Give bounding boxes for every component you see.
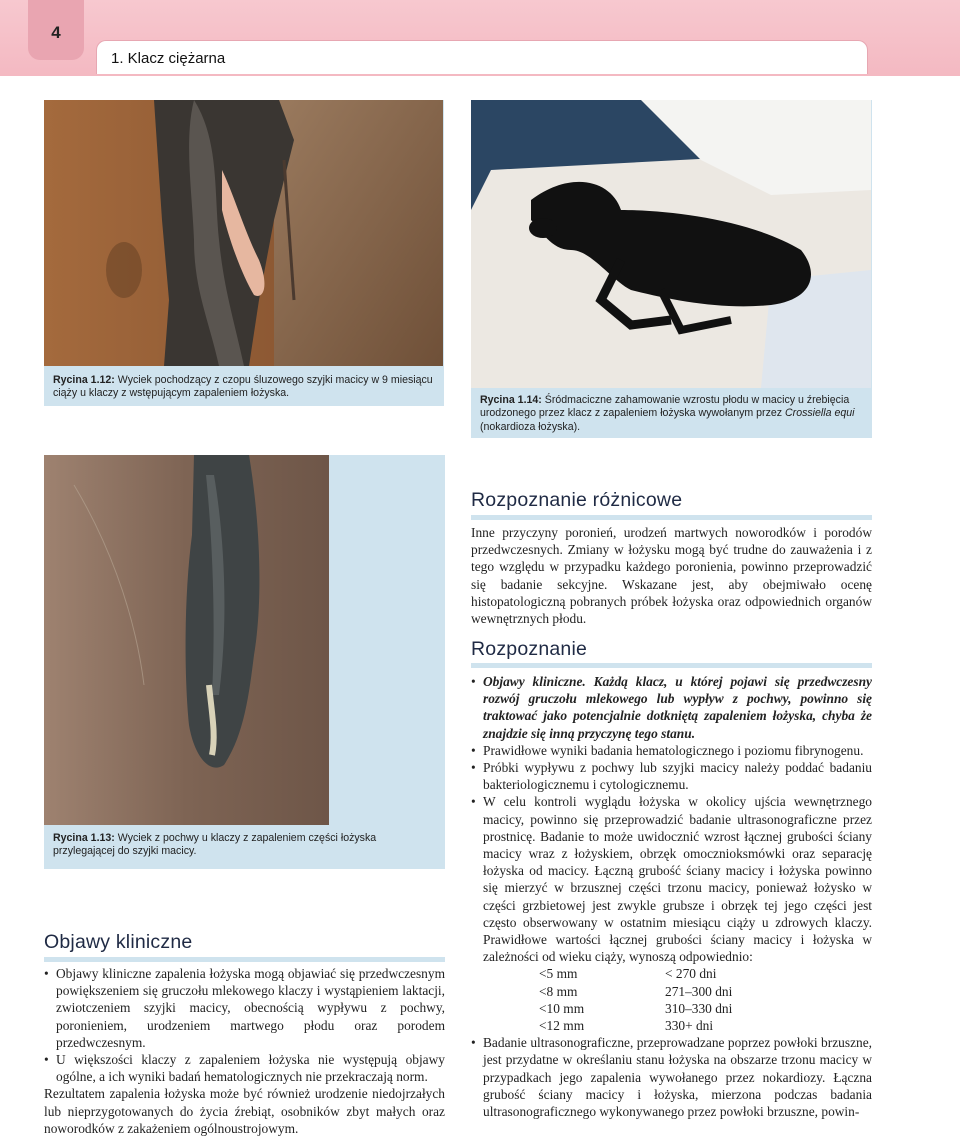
clinical-item-1: • Objawy kliniczne zapalenia łożyska mogą objawiać się przedwczesnym powiększeniem się gruczołu mlekowego klaczy i wystąpieniem laktacji, zwiotczeniem szyjki macicy, obecnością wypływu z pochwy, poronieniem, urodzeniem martwego płodu oraz porodem przedwczesnym. <box>44 965 445 1051</box>
table-cell-days: 330+ dni <box>665 1018 714 1034</box>
figure-14-label: Rycina 1.14: <box>480 394 542 406</box>
figure-13-caption <box>53 832 437 859</box>
differential-paragraph <box>471 524 872 627</box>
clinical-item-2: • U większości klaczy z zapaleniem łożyska nie występują objawy ogólne, a ich wyniki badań hematologicznych nie przekraczają norm. <box>44 1051 445 1085</box>
differential-text: Inne przyczyny poronień, urodzeń martwych noworodków i porodów przedwczesnych. Zmiany w łożysku mogą być trudne do zauważenia i z tego względu w przypadku każdego poronienia, powinno przeprowadzić się badanie sekcyjne. Wskazane jest, aby obejmiwało ocenę histopatologiczną pobranych próbek łożyska oraz odpowiednich organów wewnętrznych płodu. <box>471 525 872 627</box>
figure-13-photo <box>44 455 329 825</box>
diagnosis-list <box>471 673 872 1120</box>
table-row <box>539 1017 732 1034</box>
figure-14-caption <box>480 394 864 434</box>
diagnosis-item-4 <box>471 793 872 1034</box>
figure-14-italic: Crossiella equi <box>785 407 855 420</box>
figure-13-label: Rycina 1.13: <box>53 832 115 844</box>
table-row <box>539 983 732 1000</box>
table-cell-mm: <8 mm <box>539 983 578 999</box>
diagnosis-item-3: • Próbki wypływu z pochwy lub szyjki macicy należy poddać badaniu bakteriologicznemu i cytologicznemu. <box>471 759 872 793</box>
table-cell-days: 310–330 dni <box>665 1000 733 1016</box>
figure-14-text-a: Śródmaciczne zahamowanie wzrostu płodu w macicy u źrebięcia urodzonego przez klacz z zapaleniem łożyska wywołanym przez <box>480 394 850 420</box>
chapter-title: 1. Klacz ciężarna <box>96 40 868 74</box>
figure-12-label: Rycina 1.12: <box>53 374 115 386</box>
figure-12-image <box>44 100 443 366</box>
heading-clinical: Objawy kliniczne <box>44 931 193 953</box>
table-cell-days: < 270 dni <box>665 966 717 982</box>
heading-clinical-rule <box>44 957 445 962</box>
table-cell-mm: <10 mm <box>539 1000 585 1016</box>
table-cell-mm: <5 mm <box>539 966 578 982</box>
diagnosis-item-4-text: W celu kontroli wyglądu łożyska w okolicy ujścia wewnętrznego macicy, powinno się przeprowadzić badanie ultrasonograficzne przez prostnicę. Badanie to może uwidocznić wzrost łącznej grubości ściany macicy wraz z łożyskiem, obrzęk omocznioksmówki oraz separację łożyska od macicy. Łączną grubość ściany macicy i łożyska powinno się mierzyć w brzusznej części trzonu macicy, ponieważ łożysko w części grzbietowej jest zwykle grubsze i obrzęk tej jego części jest często obserwowany w ostatnim miesiącu ciąży u zdrowych klaczy. Prawidłowe wartości łącznej grubości ściany macicy i łożyska w zależności od wieku ciąży, wynoszą odpowiednio: <box>483 794 872 965</box>
figure-12-caption <box>53 374 437 401</box>
table-row <box>539 1000 732 1017</box>
thickness-table <box>539 965 732 1034</box>
heading-diagnosis-rule <box>471 663 872 668</box>
heading-differential: Rozpoznanie różnicowe <box>471 489 683 511</box>
diagnosis-item-1 <box>471 673 872 742</box>
table-row <box>539 965 732 982</box>
heading-differential-rule <box>471 515 872 520</box>
page-number: 4 <box>28 0 84 60</box>
figure-14-text-b: (nokardioza łożyska). <box>480 420 581 433</box>
diagnosis-item-1-label: Objawy kliniczne. <box>483 674 586 689</box>
table-cell-mm: <12 mm <box>539 1018 585 1034</box>
diagnosis-item-1-text: Każdą klacz, u której pojawi się przedwczesny rozwój gruczołu mlekowego lub wypływ z pochwy, powinno się traktować jako potencjalnie dotkniętą zapaleniem łożyska, chyba że znajdzie się inną przyczynę tego stanu. <box>483 674 872 741</box>
figure-13-image <box>44 455 329 825</box>
table-cell-days: 271–300 dni <box>665 983 733 999</box>
figure-13-text: Wyciek z pochwy u klaczy z zapaleniem części łożyska przylegającej do szyjki macicy. <box>53 832 377 858</box>
diagnosis-item-2: • Prawidłowe wyniki badania hematologicznego i poziomu fibrynogenu. <box>471 742 872 759</box>
figure-12-text: Wyciek pochodzący z czopu śluzowego szyjki macicy w 9 miesiącu ciąży u klaczy z wstępującym zapaleniem łożyska. <box>53 374 433 400</box>
figure-12-photo <box>44 100 443 366</box>
figure-14-photo <box>471 100 871 388</box>
clinical-paragraph: Rezultatem zapalenia łożyska może być również urodzenie niedojrzałych lub nieprzygotowanych do życia źrebiąt, osobników zbyt małych oraz noworodków z zakażeniem ogólnoustrojowym. <box>44 1086 445 1136</box>
diagnosis-item-5: • Badanie ultrasonograficzne, przeprowadzane poprzez powłoki brzuszne, jest przydatne w określaniu stanu łożyska na obszarze trzonu macicy w przypadkach jego zapalenia wywołanego przez nokardiozy. Łączna grubość ściany macicy i łożyska, mierzona podczas badania ultrasonograficznego wykonywanego przez powłoki brzuszne, powin- <box>471 1034 872 1120</box>
heading-diagnosis: Rozpoznanie <box>471 638 588 660</box>
clinical-section <box>44 965 445 1137</box>
figure-14-image <box>471 100 871 388</box>
